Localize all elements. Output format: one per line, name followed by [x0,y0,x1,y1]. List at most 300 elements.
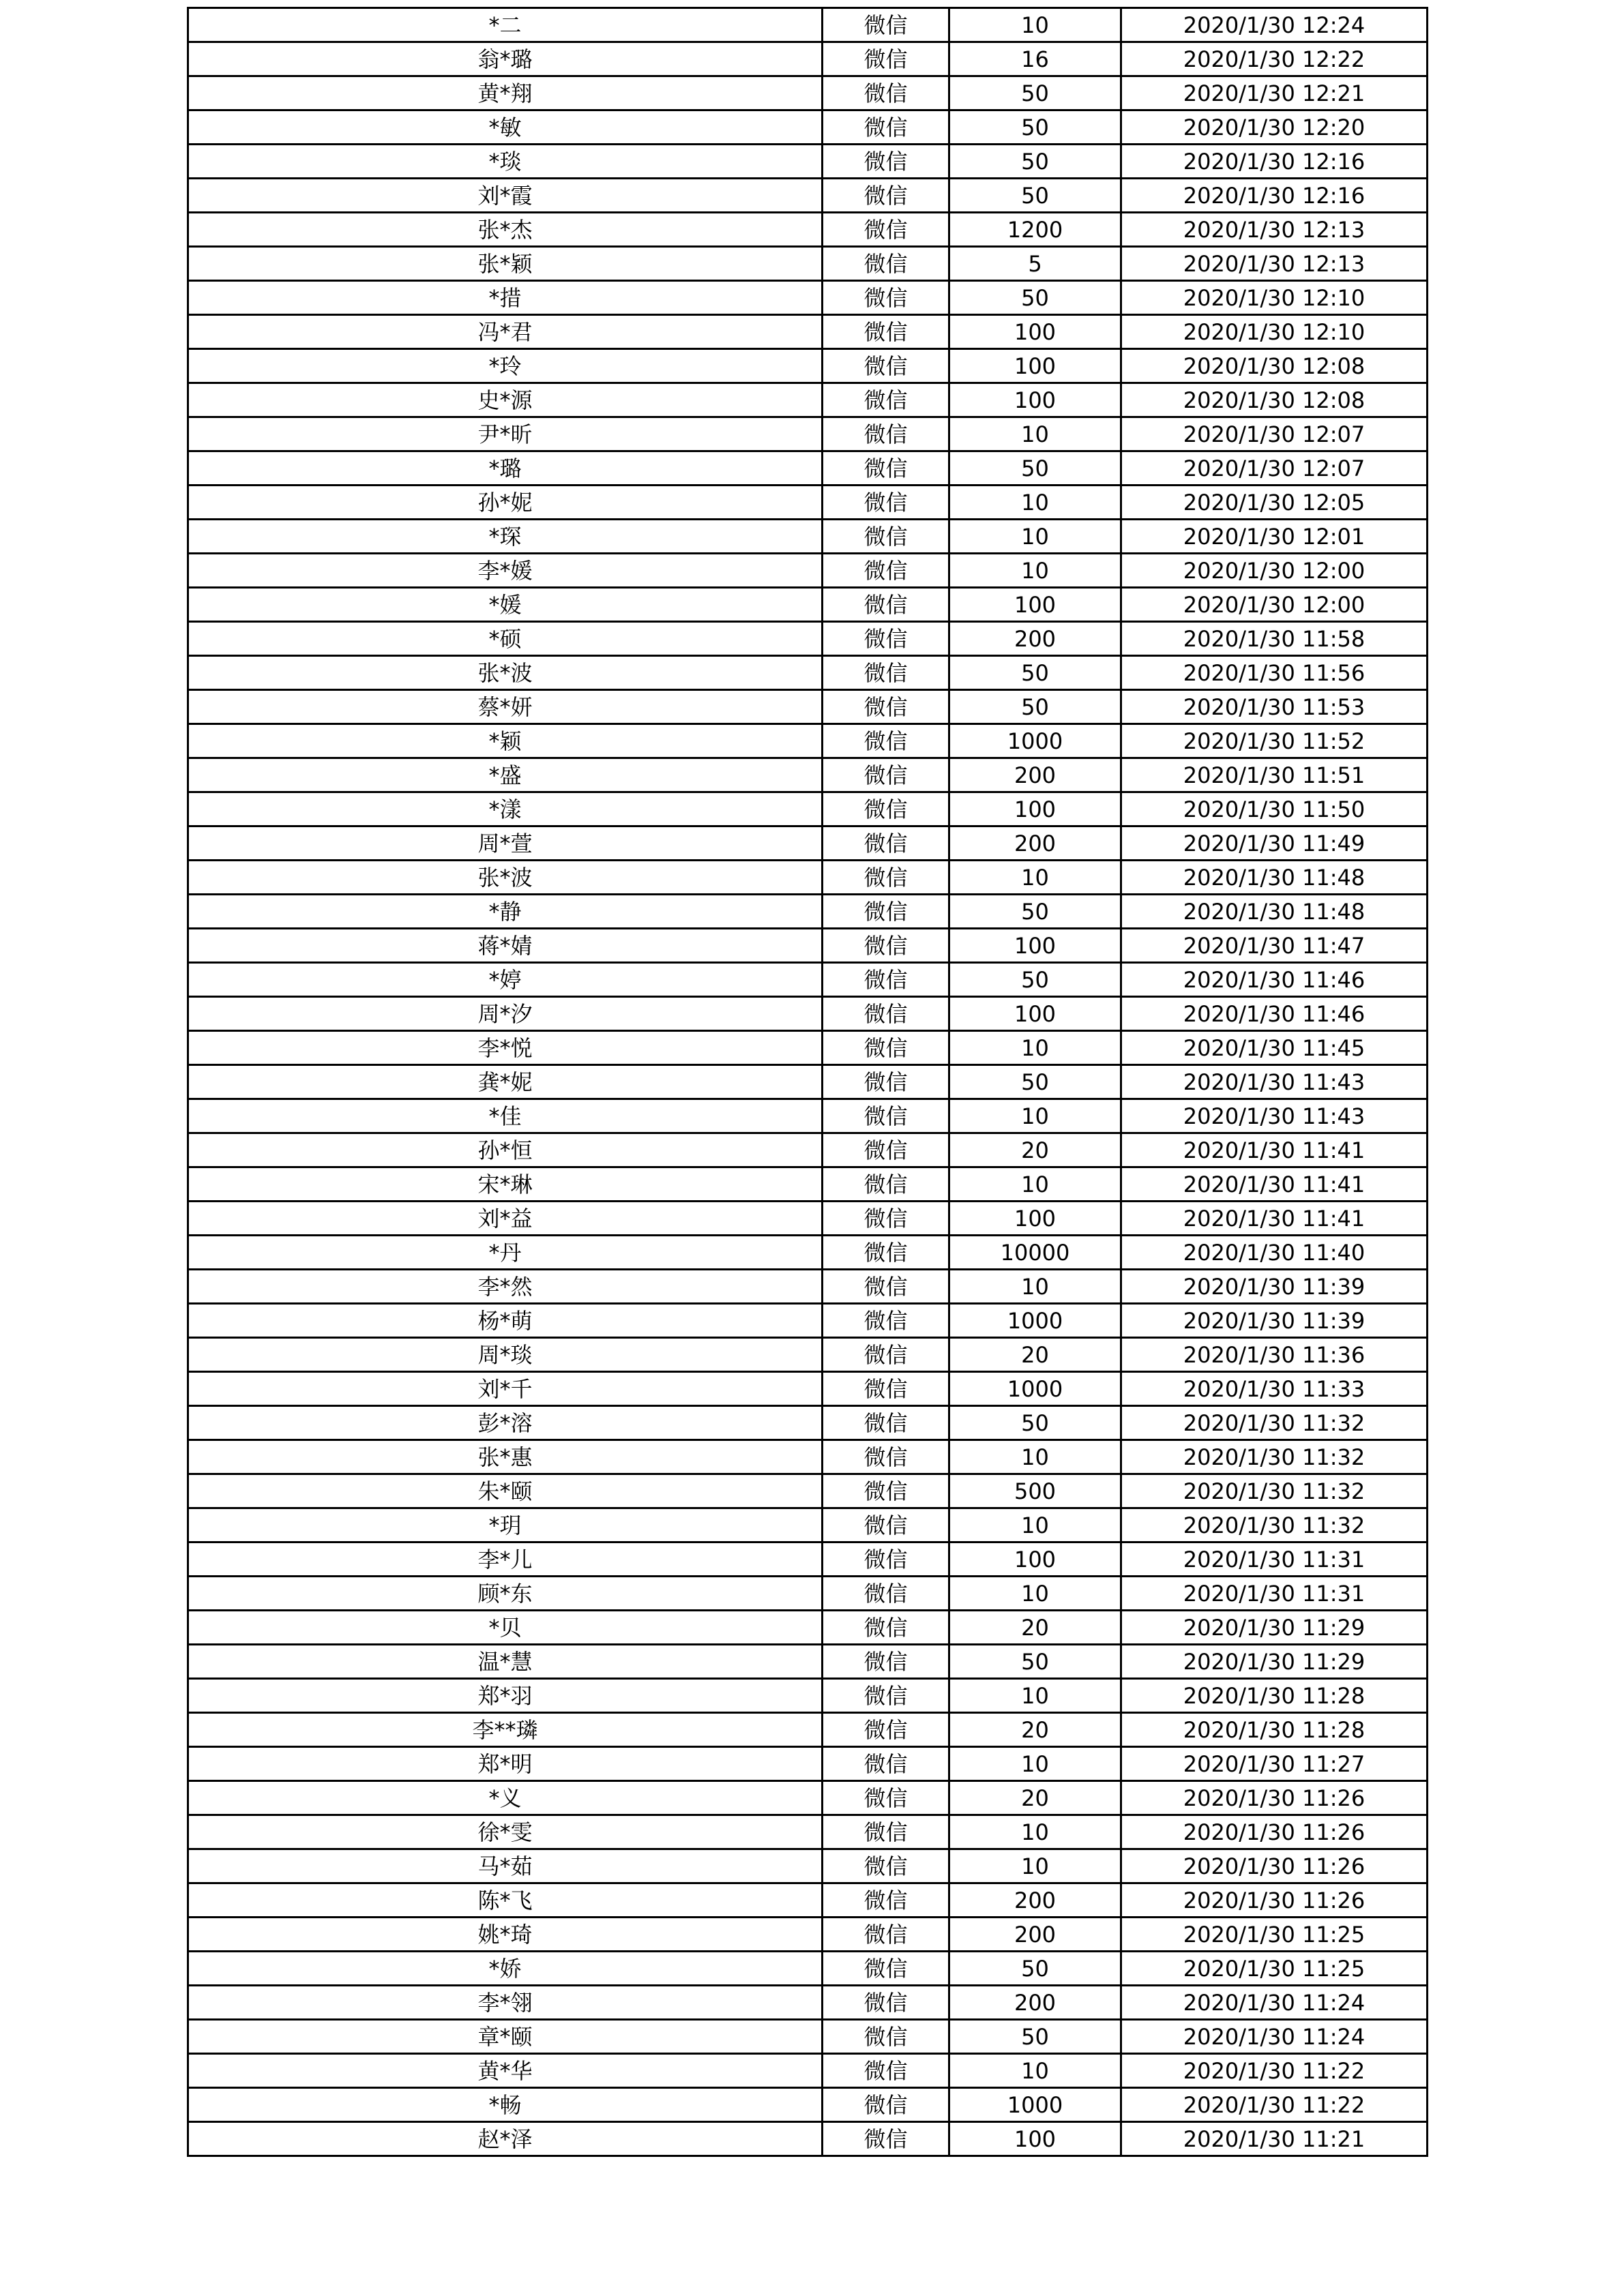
timestamp-cell: 2020/1/30 12:13 [1121,213,1428,247]
payment-method-cell: 微信 [823,349,949,383]
donor-name-cell: 郑*明 [188,1747,823,1781]
payment-method-cell: 微信 [823,8,949,42]
donor-name-cell: 陈*飞 [188,1883,823,1918]
donor-name-cell: *丹 [188,1236,823,1270]
donor-name-cell: *措 [188,281,823,315]
payment-method-cell: 微信 [823,656,949,690]
donor-name-cell: 翁*璐 [188,42,823,76]
amount-cell: 50 [949,1406,1121,1440]
amount-cell: 50 [949,690,1121,724]
table-row [188,145,1428,179]
table-row [188,1883,1428,1918]
timestamp-cell: 2020/1/30 11:24 [1121,2020,1428,2054]
donor-name-cell: 周*汐 [188,997,823,1031]
payment-method-cell: 微信 [823,1815,949,1849]
payment-method-cell: 微信 [823,383,949,417]
amount-cell: 10 [949,1577,1121,1611]
payment-method-cell: 微信 [823,1918,949,1952]
amount-cell: 100 [949,383,1121,417]
table-row [188,213,1428,247]
payment-method-cell: 微信 [823,520,949,554]
donor-name-cell: 章*颐 [188,2020,823,2054]
amount-cell: 50 [949,895,1121,929]
donor-name-cell: *漾 [188,792,823,826]
timestamp-cell: 2020/1/30 11:29 [1121,1611,1428,1645]
amount-cell: 200 [949,826,1121,861]
payment-method-cell: 微信 [823,1338,949,1372]
payment-method-cell: 微信 [823,76,949,110]
amount-cell: 5 [949,247,1121,281]
table-row [188,1031,1428,1065]
amount-cell: 10 [949,486,1121,520]
timestamp-cell: 2020/1/30 11:32 [1121,1440,1428,1474]
payment-method-cell: 微信 [823,1679,949,1713]
payment-method-cell: 微信 [823,1031,949,1065]
table-row [188,895,1428,929]
donor-name-cell: 周*萱 [188,826,823,861]
table-row [188,42,1428,76]
timestamp-cell: 2020/1/30 12:07 [1121,417,1428,451]
payment-method-cell: 微信 [823,1986,949,2020]
table-row [188,758,1428,792]
table-row [188,1645,1428,1679]
amount-cell: 50 [949,1952,1121,1986]
timestamp-cell: 2020/1/30 11:48 [1121,861,1428,895]
payment-method-cell: 微信 [823,1508,949,1542]
timestamp-cell: 2020/1/30 12:13 [1121,247,1428,281]
payment-method-cell: 微信 [823,2122,949,2156]
donor-name-cell: *静 [188,895,823,929]
timestamp-cell: 2020/1/30 12:16 [1121,145,1428,179]
table-row [188,1406,1428,1440]
amount-cell: 100 [949,588,1121,622]
donor-name-cell: 史*源 [188,383,823,417]
donor-name-cell: 张*惠 [188,1440,823,1474]
amount-cell: 100 [949,929,1121,963]
payment-method-cell: 微信 [823,997,949,1031]
timestamp-cell: 2020/1/30 11:39 [1121,1304,1428,1338]
table-row [188,486,1428,520]
table-row [188,1236,1428,1270]
table-row [188,792,1428,826]
amount-cell: 20 [949,1781,1121,1815]
payment-method-cell: 微信 [823,1167,949,1202]
payment-method-cell: 微信 [823,417,949,451]
timestamp-cell: 2020/1/30 11:32 [1121,1474,1428,1508]
donor-name-cell: 刘*益 [188,1202,823,1236]
amount-cell: 200 [949,1986,1121,2020]
table-row [188,1474,1428,1508]
table-row [188,826,1428,861]
amount-cell: 1000 [949,1304,1121,1338]
table-row [188,1918,1428,1952]
amount-cell: 10000 [949,1236,1121,1270]
timestamp-cell: 2020/1/30 11:31 [1121,1577,1428,1611]
timestamp-cell: 2020/1/30 11:47 [1121,929,1428,963]
table-row [188,1679,1428,1713]
donor-name-cell: *敏 [188,110,823,145]
donation-table [187,7,1428,2157]
timestamp-cell: 2020/1/30 12:07 [1121,451,1428,486]
payment-method-cell: 微信 [823,1474,949,1508]
timestamp-cell: 2020/1/30 12:10 [1121,315,1428,349]
amount-cell: 1000 [949,1372,1121,1406]
donor-name-cell: 黄*华 [188,2054,823,2088]
payment-method-cell: 微信 [823,1883,949,1918]
amount-cell: 10 [949,1815,1121,1849]
table-row [188,554,1428,588]
amount-cell: 10 [949,554,1121,588]
payment-method-cell: 微信 [823,963,949,997]
timestamp-cell: 2020/1/30 11:46 [1121,963,1428,997]
amount-cell: 500 [949,1474,1121,1508]
donor-name-cell: *二 [188,8,823,42]
timestamp-cell: 2020/1/30 12:00 [1121,588,1428,622]
donor-name-cell: 温*慧 [188,1645,823,1679]
table-row [188,2020,1428,2054]
payment-method-cell: 微信 [823,2054,949,2088]
timestamp-cell: 2020/1/30 12:22 [1121,42,1428,76]
timestamp-cell: 2020/1/30 12:21 [1121,76,1428,110]
timestamp-cell: 2020/1/30 11:58 [1121,622,1428,656]
timestamp-cell: 2020/1/30 11:53 [1121,690,1428,724]
table-row [188,1099,1428,1133]
table-row [188,1611,1428,1645]
payment-method-cell: 微信 [823,486,949,520]
timestamp-cell: 2020/1/30 11:41 [1121,1202,1428,1236]
amount-cell: 100 [949,315,1121,349]
timestamp-cell: 2020/1/30 12:08 [1121,349,1428,383]
amount-cell: 10 [949,417,1121,451]
payment-method-cell: 微信 [823,1133,949,1167]
donor-name-cell: 朱*颐 [188,1474,823,1508]
timestamp-cell: 2020/1/30 11:28 [1121,1713,1428,1747]
timestamp-cell: 2020/1/30 11:49 [1121,826,1428,861]
timestamp-cell: 2020/1/30 11:21 [1121,2122,1428,2156]
table-row [188,1747,1428,1781]
amount-cell: 10 [949,8,1121,42]
timestamp-cell: 2020/1/30 12:10 [1121,281,1428,315]
amount-cell: 100 [949,2122,1121,2156]
donor-name-cell: *贝 [188,1611,823,1645]
timestamp-cell: 2020/1/30 11:24 [1121,1986,1428,2020]
payment-method-cell: 微信 [823,861,949,895]
timestamp-cell: 2020/1/30 11:31 [1121,1542,1428,1577]
amount-cell: 10 [949,1747,1121,1781]
timestamp-cell: 2020/1/30 11:32 [1121,1508,1428,1542]
table-row [188,622,1428,656]
amount-cell: 20 [949,1338,1121,1372]
table-row [188,76,1428,110]
timestamp-cell: 2020/1/30 12:20 [1121,110,1428,145]
table-row [188,724,1428,758]
timestamp-cell: 2020/1/30 11:41 [1121,1133,1428,1167]
amount-cell: 50 [949,963,1121,997]
donor-name-cell: 周*琰 [188,1338,823,1372]
payment-method-cell: 微信 [823,1304,949,1338]
timestamp-cell: 2020/1/30 11:50 [1121,792,1428,826]
donor-name-cell: *璐 [188,451,823,486]
timestamp-cell: 2020/1/30 11:22 [1121,2088,1428,2122]
table-row [188,929,1428,963]
donor-name-cell: *琰 [188,145,823,179]
table-row [188,281,1428,315]
table-row [188,1781,1428,1815]
payment-method-cell: 微信 [823,826,949,861]
timestamp-cell: 2020/1/30 11:56 [1121,656,1428,690]
amount-cell: 10 [949,1099,1121,1133]
table-row [188,520,1428,554]
amount-cell: 200 [949,758,1121,792]
donor-name-cell: *玥 [188,1508,823,1542]
payment-method-cell: 微信 [823,1645,949,1679]
table-row [188,1440,1428,1474]
table-row [188,2088,1428,2122]
payment-method-cell: 微信 [823,1611,949,1645]
timestamp-cell: 2020/1/30 11:26 [1121,1815,1428,1849]
donor-name-cell: 赵*泽 [188,2122,823,2156]
payment-method-cell: 微信 [823,42,949,76]
table-row [188,1815,1428,1849]
payment-method-cell: 微信 [823,213,949,247]
table-row [188,1338,1428,1372]
table-row [188,1542,1428,1577]
payment-method-cell: 微信 [823,1713,949,1747]
amount-cell: 50 [949,110,1121,145]
amount-cell: 1200 [949,213,1121,247]
donor-name-cell: 郑*羽 [188,1679,823,1713]
donor-name-cell: 李*儿 [188,1542,823,1577]
payment-method-cell: 微信 [823,1099,949,1133]
amount-cell: 50 [949,2020,1121,2054]
timestamp-cell: 2020/1/30 11:39 [1121,1270,1428,1304]
timestamp-cell: 2020/1/30 11:52 [1121,724,1428,758]
payment-method-cell: 微信 [823,1781,949,1815]
donor-name-cell: 刘*千 [188,1372,823,1406]
payment-method-cell: 微信 [823,724,949,758]
donor-name-cell: 姚*琦 [188,1918,823,1952]
timestamp-cell: 2020/1/30 11:51 [1121,758,1428,792]
donor-name-cell: 黄*翔 [188,76,823,110]
donor-name-cell: *婷 [188,963,823,997]
payment-method-cell: 微信 [823,2020,949,2054]
table-row [188,1713,1428,1747]
table-row [188,1952,1428,1986]
payment-method-cell: 微信 [823,179,949,213]
payment-method-cell: 微信 [823,1236,949,1270]
donor-name-cell: *佳 [188,1099,823,1133]
payment-method-cell: 微信 [823,145,949,179]
donor-name-cell: 李**璘 [188,1713,823,1747]
amount-cell: 200 [949,622,1121,656]
timestamp-cell: 2020/1/30 11:40 [1121,1236,1428,1270]
table-row [188,1133,1428,1167]
timestamp-cell: 2020/1/30 11:26 [1121,1849,1428,1883]
timestamp-cell: 2020/1/30 11:43 [1121,1099,1428,1133]
timestamp-cell: 2020/1/30 12:16 [1121,179,1428,213]
amount-cell: 16 [949,42,1121,76]
amount-cell: 20 [949,1611,1121,1645]
amount-cell: 10 [949,520,1121,554]
table-row [188,1304,1428,1338]
payment-method-cell: 微信 [823,792,949,826]
table-row [188,383,1428,417]
table-row [188,179,1428,213]
amount-cell: 50 [949,1065,1121,1099]
table-row [188,861,1428,895]
amount-cell: 20 [949,1133,1121,1167]
table-row [188,997,1428,1031]
donor-name-cell: 宋*琳 [188,1167,823,1202]
payment-method-cell: 微信 [823,554,949,588]
amount-cell: 10 [949,861,1121,895]
donor-name-cell: *畅 [188,2088,823,2122]
donor-name-cell: 李*然 [188,1270,823,1304]
donor-name-cell: *盛 [188,758,823,792]
donor-name-cell: 蒋*婧 [188,929,823,963]
table-row [188,588,1428,622]
amount-cell: 10 [949,1031,1121,1065]
donor-name-cell: 刘*霞 [188,179,823,213]
payment-method-cell: 微信 [823,1849,949,1883]
payment-method-cell: 微信 [823,1406,949,1440]
donor-name-cell: 孙*妮 [188,486,823,520]
donor-name-cell: 彭*溶 [188,1406,823,1440]
table-row [188,1986,1428,2020]
table-row [188,8,1428,42]
donor-name-cell: 尹*昕 [188,417,823,451]
amount-cell: 10 [949,1508,1121,1542]
amount-cell: 50 [949,179,1121,213]
amount-cell: 200 [949,1918,1121,1952]
timestamp-cell: 2020/1/30 11:33 [1121,1372,1428,1406]
table-body [188,8,1428,2156]
donor-name-cell: 冯*君 [188,315,823,349]
timestamp-cell: 2020/1/30 11:41 [1121,1167,1428,1202]
timestamp-cell: 2020/1/30 11:45 [1121,1031,1428,1065]
timestamp-cell: 2020/1/30 11:29 [1121,1645,1428,1679]
amount-cell: 10 [949,1679,1121,1713]
donor-name-cell: 张*波 [188,656,823,690]
payment-method-cell: 微信 [823,2088,949,2122]
timestamp-cell: 2020/1/30 11:46 [1121,997,1428,1031]
timestamp-cell: 2020/1/30 12:01 [1121,520,1428,554]
donor-name-cell: 张*颖 [188,247,823,281]
timestamp-cell: 2020/1/30 12:24 [1121,8,1428,42]
table-row [188,1372,1428,1406]
amount-cell: 10 [949,1167,1121,1202]
payment-method-cell: 微信 [823,1577,949,1611]
payment-method-cell: 微信 [823,1440,949,1474]
donor-name-cell: 李*翎 [188,1986,823,2020]
timestamp-cell: 2020/1/30 11:25 [1121,1918,1428,1952]
timestamp-cell: 2020/1/30 11:26 [1121,1781,1428,1815]
amount-cell: 1000 [949,2088,1121,2122]
amount-cell: 10 [949,2054,1121,2088]
timestamp-cell: 2020/1/30 11:36 [1121,1338,1428,1372]
payment-method-cell: 微信 [823,758,949,792]
amount-cell: 50 [949,145,1121,179]
table-row [188,417,1428,451]
amount-cell: 100 [949,792,1121,826]
table-row [188,963,1428,997]
amount-cell: 10 [949,1440,1121,1474]
donor-name-cell: *义 [188,1781,823,1815]
amount-cell: 10 [949,1270,1121,1304]
table-row [188,349,1428,383]
table-row [188,110,1428,145]
table-row [188,1577,1428,1611]
timestamp-cell: 2020/1/30 11:26 [1121,1883,1428,1918]
amount-cell: 1000 [949,724,1121,758]
timestamp-cell: 2020/1/30 11:32 [1121,1406,1428,1440]
payment-method-cell: 微信 [823,622,949,656]
table-row [188,1167,1428,1202]
payment-method-cell: 微信 [823,588,949,622]
payment-method-cell: 微信 [823,315,949,349]
payment-method-cell: 微信 [823,110,949,145]
payment-method-cell: 微信 [823,247,949,281]
table-row [188,1508,1428,1542]
payment-method-cell: 微信 [823,451,949,486]
donor-name-cell: 李*媛 [188,554,823,588]
donor-name-cell: 杨*萌 [188,1304,823,1338]
donor-name-cell: 徐*雯 [188,1815,823,1849]
table-row [188,2054,1428,2088]
table-row [188,1270,1428,1304]
donor-name-cell: *颖 [188,724,823,758]
amount-cell: 50 [949,656,1121,690]
donor-name-cell: 顾*东 [188,1577,823,1611]
donor-name-cell: 张*杰 [188,213,823,247]
payment-method-cell: 微信 [823,895,949,929]
table-row [188,1065,1428,1099]
table-row [188,656,1428,690]
table-row [188,451,1428,486]
donor-name-cell: *娇 [188,1952,823,1986]
timestamp-cell: 2020/1/30 12:00 [1121,554,1428,588]
donor-name-cell: 张*波 [188,861,823,895]
amount-cell: 50 [949,281,1121,315]
donor-name-cell: 李*悦 [188,1031,823,1065]
amount-cell: 50 [949,1645,1121,1679]
payment-method-cell: 微信 [823,1270,949,1304]
amount-cell: 10 [949,1849,1121,1883]
timestamp-cell: 2020/1/30 11:48 [1121,895,1428,929]
payment-method-cell: 微信 [823,1202,949,1236]
table-row [188,1849,1428,1883]
table-row [188,2122,1428,2156]
payment-method-cell: 微信 [823,690,949,724]
donor-name-cell: *媛 [188,588,823,622]
payment-method-cell: 微信 [823,1372,949,1406]
table-row [188,1202,1428,1236]
donor-name-cell: 蔡*妍 [188,690,823,724]
table-row [188,690,1428,724]
donor-name-cell: *玲 [188,349,823,383]
amount-cell: 100 [949,349,1121,383]
timestamp-cell: 2020/1/30 12:08 [1121,383,1428,417]
timestamp-cell: 2020/1/30 12:05 [1121,486,1428,520]
timestamp-cell: 2020/1/30 11:25 [1121,1952,1428,1986]
donor-name-cell: *琛 [188,520,823,554]
donor-name-cell: *硕 [188,622,823,656]
payment-method-cell: 微信 [823,1747,949,1781]
timestamp-cell: 2020/1/30 11:28 [1121,1679,1428,1713]
donor-name-cell: 马*茹 [188,1849,823,1883]
timestamp-cell: 2020/1/30 11:22 [1121,2054,1428,2088]
amount-cell: 100 [949,997,1121,1031]
